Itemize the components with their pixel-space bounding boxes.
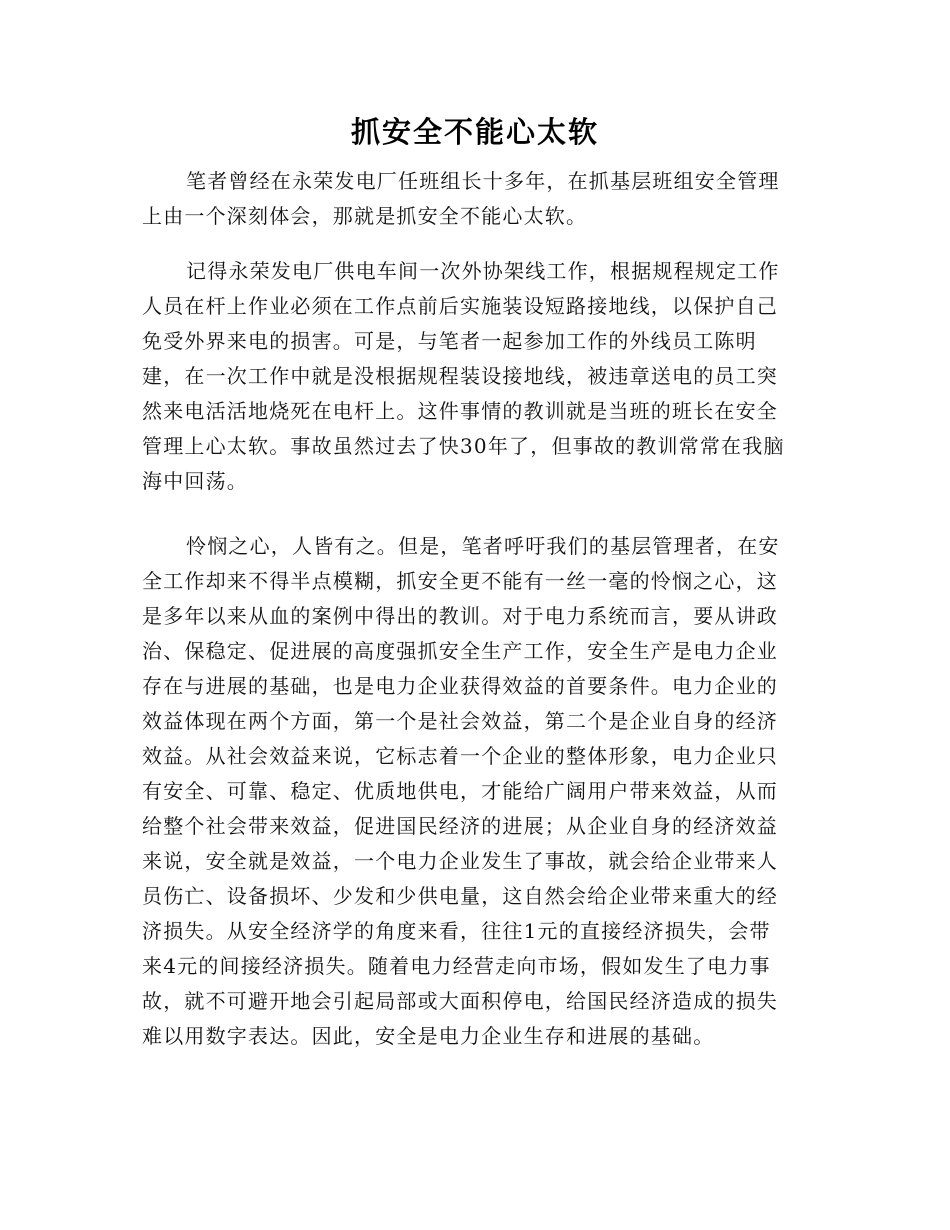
paragraph-line: 治、保稳定、促进展的高度强抓安全生产工作，安全生产是电力企业 (142, 639, 778, 663)
paragraph-line: 效益。从社会效益来说，它标志着一个企业的整体形象，电力企业只 (142, 744, 778, 768)
paragraph-line: 人员在杆上作业必须在工作点前后实施装设短路接地线，以保护自己 (142, 294, 778, 318)
paragraph-line: 有安全、可靠、稳定、优质地供电，才能给广阔用户带来效益，从而 (142, 779, 778, 803)
paragraph-line: 济损失。从安全经济学的角度来看，往往1元的直接经济损失，会带 (142, 919, 771, 943)
paragraph-line: 免受外界来电的损害。可是，与笔者一起参加工作的外线员工陈明 (142, 329, 757, 353)
paragraph-line: 是多年以来从血的案例中得出的教训。对于电力系统而言，要从讲政 (142, 604, 778, 628)
paragraph-2 (142, 254, 802, 499)
document-title: 抓安全不能心太软 (350, 115, 599, 149)
paragraph-line: 来说，安全就是效益，一个电力企业发生了事故，就会给企业带来人 (142, 849, 778, 873)
paragraph-line: 存在与进展的基础，也是电力企业获得效益的首要条件。电力企业的 (142, 674, 778, 698)
paragraph-1 (142, 164, 802, 234)
paragraph-line: 怜悯之心，人皆有之。但是，笔者呼吁我们的基层管理者，在安 (186, 534, 780, 558)
paragraph-line: 给整个社会带来效益，促进国民经济的进展；从企业自身的经济效益 (142, 814, 778, 838)
paragraph-line: 故，就不可避开地会引起局部或大面积停电，给国民经济造成的损失 (142, 989, 778, 1013)
paragraph-line: 海中回荡。 (142, 469, 248, 493)
paragraph-line: 上由一个深刻体会，那就是抓安全不能心太软。 (142, 204, 588, 228)
paragraph-3 (142, 529, 802, 1054)
paragraph-line: 效益体现在两个方面，第一个是社会效益，第二个是企业自身的经济 (142, 709, 778, 733)
paragraph-line: 管理上心太软。事故虽然过去了快30年了，但事故的教训常常在我脑 (142, 434, 785, 458)
paragraph-line: 员伤亡、设备损坏、少发和少供电量，这自然会给企业带来重大的经 (142, 884, 778, 908)
paragraph-line: 难以用数字表达。因此，安全是电力企业生存和进展的基础。 (142, 1024, 715, 1048)
paragraph-line: 全工作却来不得半点模糊，抓安全更不能有一丝一毫的怜悯之心，这 (142, 569, 778, 593)
paragraph-line: 记得永荣发电厂供电车间一次外协架线工作，根据规程规定工作 (186, 259, 780, 283)
paragraph-line: 来4元的间接经济损失。随着电力经营走向市场，假如发生了电力事 (142, 954, 771, 978)
paragraph-line: 笔者曾经在永荣发电厂任班组长十多年，在抓基层班组安全管理 (186, 169, 780, 193)
paragraph-line: 建，在一次工作中就是没根据规程装设接地线，被违章送电的员工突 (142, 364, 778, 388)
paragraph-line: 然来电活活地烧死在电杆上。这件事情的教训就是当班的班长在安全 (142, 399, 778, 423)
